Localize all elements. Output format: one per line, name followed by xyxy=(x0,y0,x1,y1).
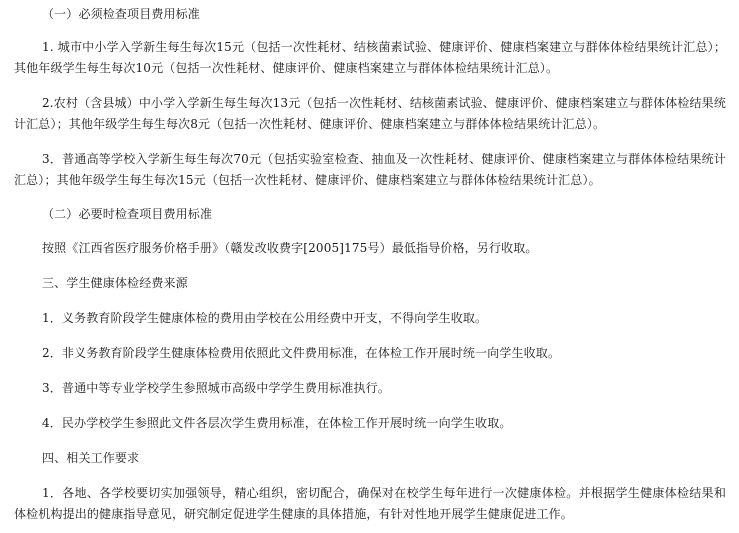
paragraph-rural-fee: 2.农村（含县城）中小学入学新生每生每次13元（包括一次性耗材、结核菌素试验、健康评价、健康档案建立与群体体检结果统计汇总）；其他年级学生每生每次8元（包括一次性耗材、健康评价、健康档案建立与群体体检结果统计汇总）。 xyxy=(14,96,726,131)
section-heading-required-items: （一）必须检查项目费用标准 xyxy=(42,7,200,21)
paragraph-funding-2: 2．非义务教育阶段学生健康体检费用依照此文件费用标准，在体检工作开展时统一向学生收取。 xyxy=(42,346,561,360)
section-heading-optional-items: （二）必要时检查项目费用标准 xyxy=(42,207,213,221)
paragraph-city-fee: 1. 城市中小学入学新生每生每次15元（包括一次性耗材、结核菌素试验、健康评价、健康档案建立与群体体检结果统计汇总）；其他年级学生每生每次10元（包括一次性耗材、健康评价、健康档案建立与群体体检结果统计汇总）。 xyxy=(14,40,726,75)
paragraph-funding-1: 1．义务教育阶段学生健康体检的费用由学校在公用经费中开支，不得向学生收取。 xyxy=(42,311,488,325)
paragraph-requirements-1: 1．各地、各学校要切实加强领导，精心组织，密切配合，确保对在校学生每年进行一次健康体检。并根据学生健康体检结果和体检机构提出的健康指导意见，研究制定促进学生健康的具体措施，有针对性地开展学生健康促进工作。 xyxy=(14,486,726,521)
paragraph-funding-4: 4．民办学校学生参照此文件各层次学生费用标准，在体检工作开展时统一向学生收取。 xyxy=(42,416,512,430)
section-heading-funding: 三、学生健康体检经费来源 xyxy=(42,276,188,290)
paragraph-university-fee: 3．普通高等学校入学新生每生每次70元（包括实验室检查、抽血及一次性耗材、健康评价、健康档案建立与群体体检结果统计汇总）；其他年级学生每生每次15元（包括一次性耗材、健康评价、健康档案建立与群体体检结果统计汇总）。 xyxy=(14,152,726,187)
section-heading-requirements: 四、相关工作要求 xyxy=(42,451,140,465)
paragraph-price-manual: 按照《江西省医疗服务价格手册》（赣发改收费字[2005]175号）最低指导价格，另行收取。 xyxy=(42,241,538,255)
paragraph-funding-3: 3．普通中等专业学校学生参照城市高级中学学生费用标准执行。 xyxy=(42,381,390,395)
